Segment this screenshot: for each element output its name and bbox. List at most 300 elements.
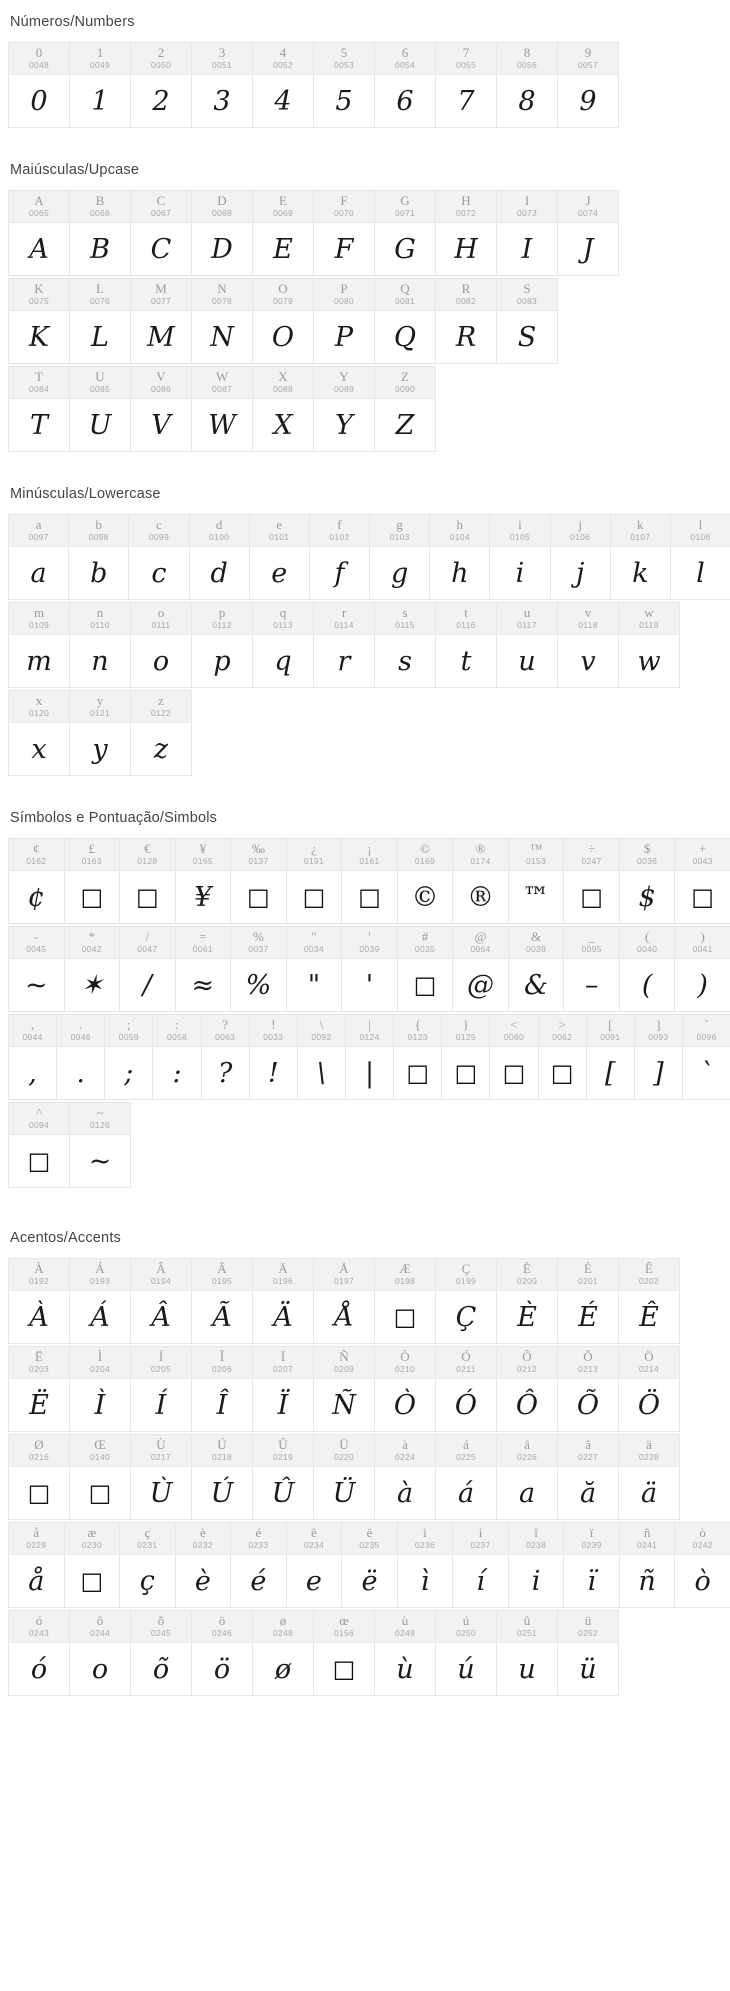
glyph-cell[interactable] <box>341 926 398 1012</box>
glyph-cell[interactable] <box>69 690 131 776</box>
glyph-cell[interactable] <box>374 1610 436 1696</box>
glyph-cell[interactable] <box>619 926 676 1012</box>
glyph-character-label: J <box>585 193 591 208</box>
glyph-cell[interactable] <box>496 278 558 364</box>
glyph-cell[interactable] <box>8 366 70 452</box>
glyph-cell[interactable] <box>249 1014 298 1100</box>
glyph-code-label: 0061 <box>192 944 213 954</box>
glyph-cell[interactable] <box>8 278 70 364</box>
glyph-cell-header <box>497 279 557 311</box>
glyph-cell[interactable] <box>369 514 430 600</box>
glyph-cell[interactable] <box>393 1014 442 1100</box>
glyph-cell[interactable] <box>452 926 509 1012</box>
glyph-cell[interactable] <box>8 42 70 128</box>
glyph-code-label: 0210 <box>394 1364 416 1374</box>
section-title: Acentos/Accents <box>10 1230 121 1246</box>
glyph-cell[interactable] <box>69 1258 131 1344</box>
glyph-cell[interactable] <box>557 190 619 276</box>
glyph-cell[interactable] <box>8 1346 70 1432</box>
glyph-cell[interactable] <box>435 1346 497 1432</box>
glyph-character-label: Ï <box>280 1349 286 1364</box>
glyph-cell[interactable] <box>8 602 70 688</box>
glyph-sample-text: □ <box>332 1655 356 1683</box>
glyph-character-label: ù <box>401 1613 409 1628</box>
glyph-code-label: 0047 <box>137 944 158 954</box>
glyph-cell[interactable] <box>130 602 192 688</box>
glyph-cell[interactable] <box>435 1610 497 1696</box>
glyph-sample-text: Õ <box>576 1389 600 1421</box>
glyph-code-label: 0065 <box>28 208 50 218</box>
glyph-sample <box>70 1467 130 1519</box>
glyph-sample <box>9 1467 69 1519</box>
glyph-code-label: 0193 <box>89 1276 111 1286</box>
glyph-cell[interactable] <box>496 190 558 276</box>
glyph-cell[interactable] <box>563 838 620 924</box>
glyph-code-label: 0218 <box>211 1452 233 1462</box>
glyph-cell[interactable] <box>557 602 619 688</box>
glyph-row <box>8 690 730 776</box>
glyph-sample-text: m <box>26 645 52 677</box>
glyph-cell[interactable] <box>313 1434 375 1520</box>
glyph-sample-text: H <box>454 233 478 265</box>
glyph-character-label: á <box>463 1437 469 1452</box>
glyph-character-label: = <box>199 929 207 944</box>
glyph-cell[interactable] <box>397 926 454 1012</box>
glyph-cell-header <box>176 927 231 959</box>
glyph-cell[interactable] <box>191 1434 253 1520</box>
glyph-rows <box>0 190 730 452</box>
glyph-sample <box>65 1555 120 1607</box>
glyph-cell[interactable] <box>69 1610 131 1696</box>
glyph-cell[interactable] <box>69 1102 131 1188</box>
glyph-cell-header <box>314 43 374 75</box>
glyph-cell[interactable] <box>435 602 497 688</box>
glyph-sample <box>131 1467 191 1519</box>
glyph-code-label: 0055 <box>455 60 477 70</box>
glyph-code-label: 0087 <box>211 384 233 394</box>
glyph-cell[interactable] <box>286 926 343 1012</box>
glyph-cell[interactable] <box>8 690 70 776</box>
glyph-cell[interactable] <box>191 42 253 128</box>
glyph-cell[interactable] <box>374 190 436 276</box>
glyph-cell[interactable] <box>452 1522 509 1608</box>
glyph-cell[interactable] <box>119 926 176 1012</box>
glyph-code-label: 0071 <box>394 208 416 218</box>
glyph-sample <box>70 723 130 775</box>
glyph-cell[interactable] <box>252 1434 314 1520</box>
glyph-cell[interactable] <box>557 42 619 128</box>
glyph-code-label: 0231 <box>137 1540 158 1550</box>
glyph-cell[interactable] <box>619 1522 676 1608</box>
glyph-character-label: ö <box>218 1613 226 1628</box>
glyph-sample <box>9 723 69 775</box>
glyph-sample <box>70 1379 130 1431</box>
glyph-code-label: 0118 <box>578 620 598 630</box>
glyph-character-label: T <box>35 369 43 384</box>
glyph-code-label: 0205 <box>150 1364 172 1374</box>
glyph-sample <box>558 75 618 127</box>
glyph-sample-text: \ <box>316 1057 326 1089</box>
glyph-cell[interactable] <box>104 1014 153 1100</box>
glyph-code-label: 0110 <box>90 620 110 630</box>
glyph-cell[interactable] <box>374 1434 436 1520</box>
glyph-cell[interactable] <box>191 278 253 364</box>
glyph-cell[interactable] <box>64 926 121 1012</box>
glyph-cell[interactable] <box>8 514 69 600</box>
glyph-sample-text: O <box>271 321 295 353</box>
glyph-cell[interactable] <box>130 1346 192 1432</box>
glyph-sample-text: ó <box>30 1653 48 1685</box>
glyph-cell[interactable] <box>374 366 436 452</box>
glyph-cell[interactable] <box>374 1346 436 1432</box>
glyph-sample-text: : <box>172 1057 182 1089</box>
glyph-code-label: 0232 <box>192 1540 213 1550</box>
glyph-character-label: ™ <box>529 841 543 856</box>
glyph-cell[interactable] <box>550 514 611 600</box>
glyph-cell[interactable] <box>586 1014 635 1100</box>
glyph-cell[interactable] <box>8 926 65 1012</box>
glyph-cell[interactable] <box>496 1258 558 1344</box>
glyph-cell[interactable] <box>619 838 676 924</box>
glyph-code-label: 0062 <box>552 1032 573 1042</box>
glyph-character-label: Q <box>400 281 410 296</box>
glyph-cell[interactable] <box>252 42 314 128</box>
glyph-cell[interactable] <box>130 1610 192 1696</box>
glyph-cell[interactable] <box>374 1258 436 1344</box>
glyph-cell[interactable] <box>69 278 131 364</box>
glyph-cell[interactable] <box>175 838 232 924</box>
glyph-character-label: C <box>156 193 166 208</box>
glyph-character-label: ¡ <box>367 841 372 856</box>
glyph-cell[interactable] <box>313 366 375 452</box>
glyph-cell[interactable] <box>8 1102 70 1188</box>
glyph-character-label: ó <box>35 1613 43 1628</box>
glyph-cell[interactable] <box>69 1346 131 1432</box>
glyph-code-label: 0107 <box>630 532 651 542</box>
glyph-cell[interactable] <box>130 690 192 776</box>
glyph-cell[interactable] <box>119 838 176 924</box>
glyph-cell-header <box>129 515 188 547</box>
glyph-cell[interactable] <box>496 1346 558 1432</box>
glyph-cell[interactable] <box>69 190 131 276</box>
glyph-sample <box>192 1467 252 1519</box>
glyph-sample-text: N <box>210 321 234 353</box>
glyph-cell[interactable] <box>557 1346 619 1432</box>
glyph-cell[interactable] <box>508 838 565 924</box>
glyph-cell[interactable] <box>69 602 131 688</box>
glyph-cell[interactable] <box>130 42 192 128</box>
glyph-cell[interactable] <box>189 514 250 600</box>
glyph-cell[interactable] <box>252 1258 314 1344</box>
glyph-sample <box>253 1291 313 1343</box>
glyph-cell[interactable] <box>345 1014 394 1100</box>
glyph-cell[interactable] <box>152 1014 201 1100</box>
glyph-cell[interactable] <box>313 1346 375 1432</box>
glyph-sample <box>192 75 252 127</box>
glyph-cell[interactable] <box>191 602 253 688</box>
glyph-cell[interactable] <box>252 1346 314 1432</box>
glyph-cell[interactable] <box>69 1434 131 1520</box>
glyph-cell[interactable] <box>618 1434 680 1520</box>
glyph-sample-text: Â <box>151 1301 171 1333</box>
glyph-cell[interactable] <box>119 1522 176 1608</box>
glyph-cell[interactable] <box>191 190 253 276</box>
glyph-cell[interactable] <box>670 514 730 600</box>
glyph-cell[interactable] <box>8 1610 70 1696</box>
glyph-sample-text: ì <box>420 1565 430 1597</box>
glyph-character-label: ç <box>144 1525 151 1540</box>
glyph-cell-header <box>436 1347 496 1379</box>
glyph-cell[interactable] <box>286 1522 343 1608</box>
glyph-code-label: 0212 <box>516 1364 538 1374</box>
glyph-cell[interactable] <box>341 838 398 924</box>
glyph-cell[interactable] <box>557 1258 619 1344</box>
glyph-sample <box>9 311 69 363</box>
glyph-cell[interactable] <box>191 1610 253 1696</box>
glyph-cell[interactable] <box>249 514 310 600</box>
glyph-cell[interactable] <box>397 1522 454 1608</box>
glyph-cell[interactable] <box>230 926 287 1012</box>
glyph-cell[interactable] <box>8 1434 70 1520</box>
glyph-sample <box>70 75 130 127</box>
glyph-sample <box>70 1135 130 1187</box>
glyph-cell-header <box>70 279 130 311</box>
glyph-sample <box>192 311 252 363</box>
glyph-cell-header <box>342 927 397 959</box>
glyph-cell[interactable] <box>374 42 436 128</box>
glyph-cell[interactable] <box>563 926 620 1012</box>
glyph-cell[interactable] <box>252 1610 314 1696</box>
glyph-sample <box>370 547 429 599</box>
glyph-cell[interactable] <box>252 190 314 276</box>
glyph-cell[interactable] <box>69 42 131 128</box>
glyph-character-label: ë <box>366 1525 373 1540</box>
glyph-cell[interactable] <box>313 190 375 276</box>
glyph-character-label: Ú <box>217 1437 227 1452</box>
glyph-cell[interactable] <box>374 278 436 364</box>
glyph-cell[interactable] <box>496 1610 558 1696</box>
glyph-cell-header <box>310 515 369 547</box>
glyph-sample-text: . <box>76 1057 85 1089</box>
glyph-cell[interactable] <box>489 514 550 600</box>
glyph-code-label: 0082 <box>455 296 477 306</box>
glyph-cell[interactable] <box>374 602 436 688</box>
glyph-cell[interactable] <box>557 1610 619 1696</box>
glyph-character-label: S <box>523 281 531 296</box>
glyph-cell[interactable] <box>8 1522 65 1608</box>
glyph-cell[interactable] <box>130 1258 192 1344</box>
glyph-sample-text: ~ <box>88 1145 112 1177</box>
glyph-cell[interactable] <box>682 1014 730 1100</box>
glyph-cell[interactable] <box>175 1522 232 1608</box>
glyph-sample-text: ® <box>467 881 495 913</box>
glyph-cell[interactable] <box>674 838 730 924</box>
glyph-cell[interactable] <box>313 1258 375 1344</box>
glyph-cell[interactable] <box>191 1258 253 1344</box>
glyph-cell-header <box>436 1259 496 1291</box>
glyph-code-label: 0098 <box>88 532 109 542</box>
glyph-character-label: N <box>217 281 227 296</box>
glyph-cell-header <box>9 1435 69 1467</box>
glyph-cell[interactable] <box>341 1522 398 1608</box>
glyph-cell[interactable] <box>128 514 189 600</box>
glyph-cell[interactable] <box>496 602 558 688</box>
glyph-cell[interactable] <box>8 1014 57 1100</box>
glyph-sample-text: $ <box>638 881 656 913</box>
glyph-cell[interactable] <box>618 1258 680 1344</box>
glyph-sample <box>620 1555 675 1607</box>
glyph-cell[interactable] <box>252 278 314 364</box>
glyph-cell[interactable] <box>610 514 671 600</box>
glyph-cell[interactable] <box>68 514 129 600</box>
glyph-cell-header <box>558 603 618 635</box>
glyph-sample <box>551 547 610 599</box>
glyph-character-label: ø <box>279 1613 287 1628</box>
glyph-character-label: ô <box>96 1613 104 1628</box>
glyph-cell[interactable] <box>313 278 375 364</box>
glyph-sample <box>120 871 175 923</box>
glyph-row <box>8 1014 730 1100</box>
glyph-character-label: + <box>698 841 707 856</box>
glyph-cell-header <box>9 43 69 75</box>
glyph-sample-text: 4 <box>274 85 292 117</box>
glyph-cell[interactable] <box>297 1014 346 1100</box>
glyph-cell-header <box>57 1015 104 1047</box>
glyph-sample <box>558 1379 618 1431</box>
glyph-cell-header <box>497 191 557 223</box>
glyph-cell[interactable] <box>435 1258 497 1344</box>
glyph-code-label: 0204 <box>89 1364 111 1374</box>
glyph-sample <box>453 959 508 1011</box>
glyph-cell[interactable] <box>634 1014 683 1100</box>
glyph-character-label: Ö <box>644 1349 654 1364</box>
glyph-sample-text: 0 <box>30 85 48 117</box>
glyph-row <box>8 42 730 128</box>
glyph-cell[interactable] <box>69 366 131 452</box>
glyph-sample <box>564 871 619 923</box>
glyph-code-label: 0248 <box>272 1628 294 1638</box>
glyph-cell[interactable] <box>313 42 375 128</box>
glyph-cell[interactable] <box>508 1522 565 1608</box>
glyph-cell[interactable] <box>8 190 70 276</box>
glyph-cell[interactable] <box>191 366 253 452</box>
glyph-sample <box>675 959 730 1011</box>
glyph-cell[interactable] <box>252 602 314 688</box>
glyph-cell-header <box>65 1523 120 1555</box>
glyph-cell[interactable] <box>313 1610 375 1696</box>
glyph-cell[interactable] <box>496 42 558 128</box>
glyph-cell[interactable] <box>429 514 490 600</box>
glyph-cell[interactable] <box>563 1522 620 1608</box>
glyph-cell[interactable] <box>252 366 314 452</box>
glyph-row <box>8 278 730 364</box>
glyph-character-label: b <box>95 517 102 532</box>
glyph-cell[interactable] <box>130 190 192 276</box>
glyph-sample <box>558 223 618 275</box>
glyph-row <box>8 1102 730 1188</box>
glyph-cell[interactable] <box>452 838 509 924</box>
glyph-cell-header <box>9 1523 64 1555</box>
glyph-cell[interactable] <box>313 602 375 688</box>
glyph-cell[interactable] <box>201 1014 250 1100</box>
glyph-sample <box>70 223 130 275</box>
glyph-cell-header <box>250 515 309 547</box>
glyph-cell-header <box>314 1347 374 1379</box>
glyph-row <box>8 602 730 688</box>
glyph-cell[interactable] <box>230 1522 287 1608</box>
glyph-cell[interactable] <box>618 602 680 688</box>
glyph-sample-text: Ò <box>393 1389 417 1421</box>
glyph-cell[interactable] <box>508 926 565 1012</box>
glyph-character-label: ! <box>271 1017 276 1032</box>
glyph-cell[interactable] <box>489 1014 538 1100</box>
glyph-cell[interactable] <box>130 278 192 364</box>
glyph-cell[interactable] <box>496 1434 558 1520</box>
section-spacer <box>0 778 730 796</box>
glyph-cell[interactable] <box>435 190 497 276</box>
glyph-sample <box>192 1643 252 1695</box>
glyph-sample <box>398 1555 453 1607</box>
glyph-code-label: 0114 <box>334 620 354 630</box>
glyph-cell[interactable] <box>557 1434 619 1520</box>
glyph-sample <box>346 1047 393 1099</box>
glyph-cell[interactable] <box>130 1434 192 1520</box>
glyph-cell[interactable] <box>435 278 497 364</box>
glyph-cell[interactable] <box>435 1434 497 1520</box>
glyph-cell[interactable] <box>397 838 454 924</box>
glyph-code-label: 0081 <box>394 296 416 306</box>
glyph-cell[interactable] <box>56 1014 105 1100</box>
glyph-cell[interactable] <box>538 1014 587 1100</box>
glyph-code-label: 0165 <box>192 856 213 866</box>
glyph-cell[interactable] <box>175 926 232 1012</box>
glyph-cell[interactable] <box>8 1258 70 1344</box>
glyph-sample-text: Í <box>155 1389 167 1421</box>
glyph-character-label: _ <box>588 929 595 944</box>
glyph-cell[interactable] <box>286 838 343 924</box>
glyph-cell[interactable] <box>674 926 730 1012</box>
glyph-code-label: 0054 <box>394 60 416 70</box>
glyph-sample-text: 6 <box>396 85 414 117</box>
glyph-cell[interactable] <box>618 1346 680 1432</box>
glyph-cell[interactable] <box>130 366 192 452</box>
glyph-sample-text: S <box>517 321 537 353</box>
glyph-sample-text: á <box>457 1477 475 1509</box>
glyph-cell-header <box>497 603 557 635</box>
glyph-cell[interactable] <box>64 1522 121 1608</box>
glyph-cell[interactable] <box>230 838 287 924</box>
glyph-sample <box>558 1643 618 1695</box>
glyph-sample-text: Ç <box>455 1301 477 1333</box>
glyph-code-label: 0094 <box>28 1120 50 1130</box>
glyph-sample <box>375 399 435 451</box>
glyph-cell-header <box>9 1103 69 1135</box>
glyph-cell[interactable] <box>674 1522 730 1608</box>
glyph-cell[interactable] <box>64 838 121 924</box>
glyph-cell[interactable] <box>309 514 370 600</box>
glyph-code-label: 0202 <box>638 1276 660 1286</box>
glyph-sample <box>9 959 64 1011</box>
glyph-cell[interactable] <box>441 1014 490 1100</box>
glyph-sample <box>375 1467 435 1519</box>
glyph-code-label: 0049 <box>89 60 111 70</box>
glyph-code-label: 0207 <box>272 1364 294 1374</box>
glyph-code-label: 0044 <box>22 1032 43 1042</box>
glyph-cell[interactable] <box>8 838 65 924</box>
glyph-cell[interactable] <box>435 42 497 128</box>
glyph-code-label: 0206 <box>211 1364 233 1374</box>
glyph-cell[interactable] <box>191 1346 253 1432</box>
